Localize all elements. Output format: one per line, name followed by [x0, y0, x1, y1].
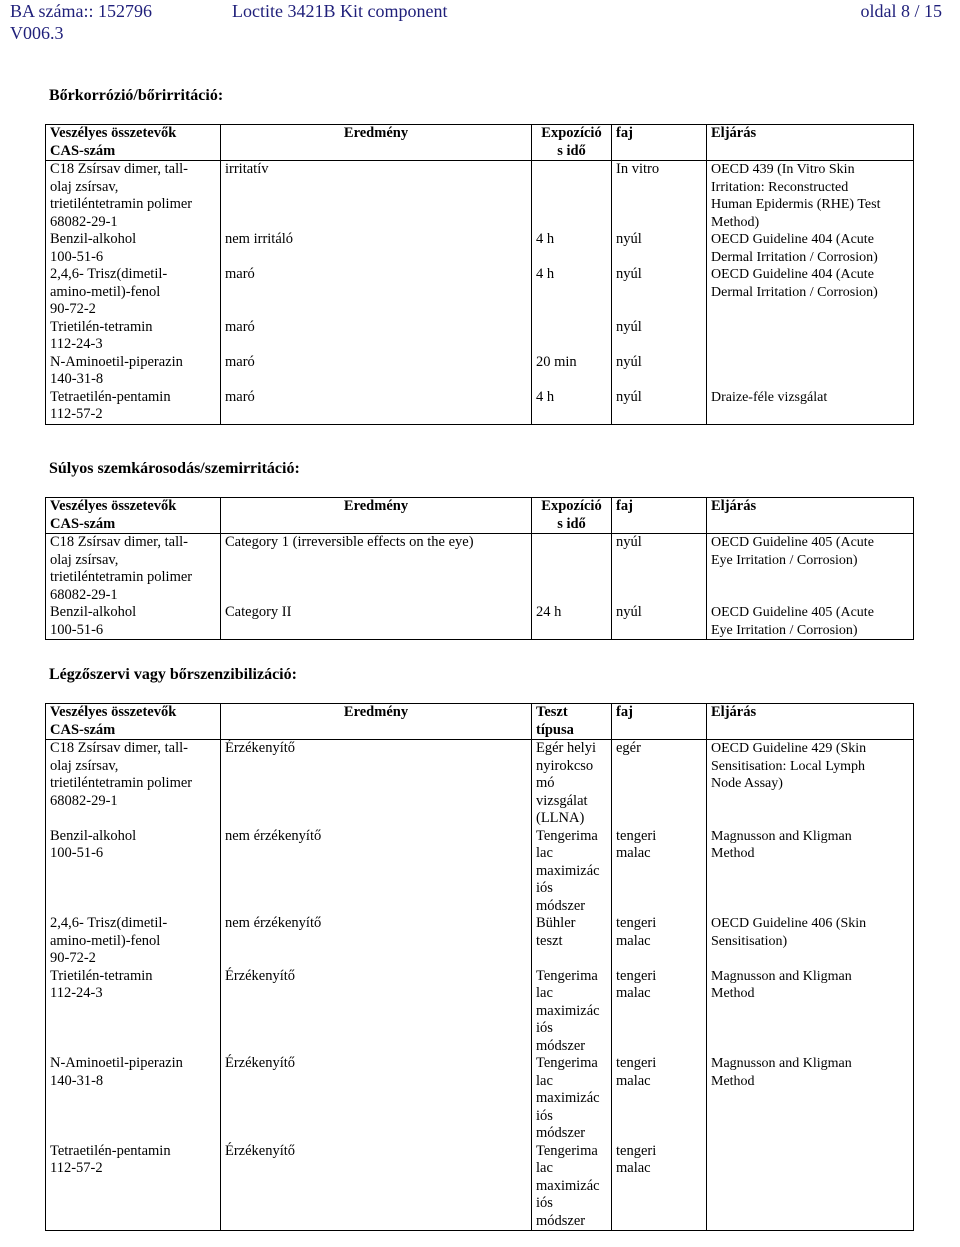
page-header — [10, 0, 942, 44]
cell-result: maró — [221, 389, 532, 425]
cell-species: In vitro — [612, 161, 707, 232]
cell-species: tengeri malac — [612, 828, 707, 916]
cell-species: nyúl — [612, 231, 707, 266]
table-row — [46, 968, 914, 1056]
cell-exposure: Tengerima lac maximizác iós módszer — [532, 1143, 612, 1231]
col-header-component: Veszélyes összetevők CAS-szám — [46, 704, 221, 740]
cell-method: Magnusson and Kligman Method — [707, 828, 914, 916]
col-header-result: Eredmény — [221, 125, 532, 161]
cell-method: OECD Guideline 404 (Acute Dermal Irritation / Corrosion) — [707, 266, 914, 319]
cell-component: Tetraetilén-pentamin 112-57-2 — [46, 389, 221, 425]
section-title-sensitization: Légzőszervi vagy bőrszenzibilizáció: — [49, 666, 297, 683]
col-header-component: Veszélyes összetevők CAS-szám — [46, 125, 221, 161]
cell-method: Draize-féle vizsgálat — [707, 389, 914, 425]
cell-exposure: Tengerima lac maximizác iós módszer — [532, 1055, 612, 1143]
cell-result: Category II — [221, 604, 532, 640]
cell-component: Trietilén-tetramin 112-24-3 — [46, 319, 221, 354]
skin-table — [45, 124, 914, 425]
col-header-exposure: Expozíció s idő — [532, 498, 612, 534]
cell-method: OECD Guideline 405 (Acute Eye Irritation / Corrosion) — [707, 604, 914, 640]
table-row — [46, 231, 914, 266]
cell-component: Trietilén-tetramin 112-24-3 — [46, 968, 221, 1056]
cell-component: 2,4,6- Trisz(dimetil- amino-metil)-fenol 90-72-2 — [46, 266, 221, 319]
cell-component: Benzil-alkohol 100-51-6 — [46, 828, 221, 916]
cell-exposure: Egér helyi nyirokcso mó vizsgálat (LLNA) — [532, 740, 612, 828]
cell-species: nyúl — [612, 534, 707, 605]
cell-component: Tetraetilén-pentamin 112-57-2 — [46, 1143, 221, 1231]
table-row — [46, 266, 914, 319]
cell-result: maró — [221, 354, 532, 389]
cell-method: Magnusson and Kligman Method — [707, 968, 914, 1056]
col-header-component: Veszélyes összetevők CAS-szám — [46, 498, 221, 534]
sensitization-table — [45, 703, 914, 1231]
cell-exposure: 4 h — [532, 389, 612, 425]
page-number: oldal 8 / 15 — [860, 1, 942, 21]
cell-result: Category 1 (irreversible effects on the eye) — [221, 534, 532, 605]
cell-exposure — [532, 319, 612, 354]
cell-component: N-Aminoetil-piperazin 140-31-8 — [46, 354, 221, 389]
table-header-row — [46, 704, 914, 740]
cell-exposure — [532, 161, 612, 232]
cell-result: maró — [221, 319, 532, 354]
product-name: Loctite 3421B Kit component — [232, 1, 448, 21]
cell-result: Érzékenyítő — [221, 740, 532, 828]
table-row — [46, 740, 914, 828]
cell-species: tengeri malac — [612, 915, 707, 968]
table-row — [46, 534, 914, 605]
cell-species: egér — [612, 740, 707, 828]
table-row — [46, 319, 914, 354]
col-header-species: faj — [612, 498, 707, 534]
cell-result: irritatív — [221, 161, 532, 232]
table-row — [46, 1143, 914, 1231]
col-header-result: Eredmény — [221, 498, 532, 534]
cell-result: nem irritáló — [221, 231, 532, 266]
col-header-method: Eljárás — [707, 498, 914, 534]
cell-exposure — [532, 534, 612, 605]
cell-exposure: 4 h — [532, 231, 612, 266]
version: V006.3 — [10, 23, 64, 43]
cell-exposure: Tengerima lac maximizác iós módszer — [532, 968, 612, 1056]
cell-species: tengeri malac — [612, 1055, 707, 1143]
cell-species: nyúl — [612, 389, 707, 425]
cell-method — [707, 319, 914, 354]
table-row — [46, 354, 914, 389]
table-row — [46, 604, 914, 640]
cell-result: nem érzékenyítő — [221, 828, 532, 916]
cell-exposure: Tengerima lac maximizác iós módszer — [532, 828, 612, 916]
section-title-eye: Súlyos szemkárosodás/szemirritáció: — [49, 460, 300, 477]
table-row — [46, 1055, 914, 1143]
col-header-result: Eredmény — [221, 704, 532, 740]
cell-species: nyúl — [612, 354, 707, 389]
cell-result: Érzékenyítő — [221, 968, 532, 1056]
cell-method — [707, 354, 914, 389]
cell-species: nyúl — [612, 604, 707, 640]
table-row — [46, 389, 914, 425]
cell-result: Érzékenyítő — [221, 1143, 532, 1231]
cell-exposure: 24 h — [532, 604, 612, 640]
cell-exposure: 20 min — [532, 354, 612, 389]
ba-number: BA száma:: 152796 — [10, 1, 152, 21]
cell-result: maró — [221, 266, 532, 319]
cell-component: C18 Zsírsav dimer, tall- olaj zsírsav, trietiléntetramin polimer 68082-29-1 — [46, 534, 221, 605]
cell-method: OECD Guideline 429 (Skin Sensitisation: Local Lymph Node Assay) — [707, 740, 914, 828]
cell-method: OECD Guideline 405 (Acute Eye Irritation / Corrosion) — [707, 534, 914, 605]
col-header-method: Eljárás — [707, 125, 914, 161]
table-row — [46, 915, 914, 968]
cell-method: OECD Guideline 404 (Acute Dermal Irritation / Corrosion) — [707, 231, 914, 266]
cell-method: OECD Guideline 406 (Skin Sensitisation) — [707, 915, 914, 968]
cell-method: Magnusson and Kligman Method — [707, 1055, 914, 1143]
cell-species: nyúl — [612, 266, 707, 319]
col-header-method: Eljárás — [707, 704, 914, 740]
cell-component: 2,4,6- Trisz(dimetil- amino-metil)-fenol 90-72-2 — [46, 915, 221, 968]
eye-table — [45, 497, 914, 640]
cell-species: nyúl — [612, 319, 707, 354]
col-header-species: faj — [612, 704, 707, 740]
cell-species: tengeri malac — [612, 1143, 707, 1231]
table-header-row — [46, 498, 914, 534]
cell-component: Benzil-alkohol 100-51-6 — [46, 604, 221, 640]
cell-method — [707, 1143, 914, 1231]
table-row — [46, 828, 914, 916]
cell-component: Benzil-alkohol 100-51-6 — [46, 231, 221, 266]
cell-component: C18 Zsírsav dimer, tall- olaj zsírsav, trietiléntetramin polimer 68082-29-1 — [46, 161, 221, 232]
col-header-test-type: Teszt típusa — [532, 704, 612, 740]
col-header-species: faj — [612, 125, 707, 161]
cell-result: nem érzékenyítő — [221, 915, 532, 968]
col-header-exposure: Expozíció s idő — [532, 125, 612, 161]
cell-component: C18 Zsírsav dimer, tall- olaj zsírsav, trietiléntetramin polimer 68082-29-1 — [46, 740, 221, 828]
cell-exposure: 4 h — [532, 266, 612, 319]
cell-method: OECD 439 (In Vitro Skin Irritation: Reconstructed Human Epidermis (RHE) Test Method) — [707, 161, 914, 232]
cell-result: Érzékenyítő — [221, 1055, 532, 1143]
table-header-row — [46, 125, 914, 161]
cell-exposure: Bühler teszt — [532, 915, 612, 968]
section-title-skin: Bőrkorrózió/bőrirritáció: — [49, 87, 224, 104]
cell-component: N-Aminoetil-piperazin 140-31-8 — [46, 1055, 221, 1143]
table-row — [46, 161, 914, 232]
cell-species: tengeri malac — [612, 968, 707, 1056]
